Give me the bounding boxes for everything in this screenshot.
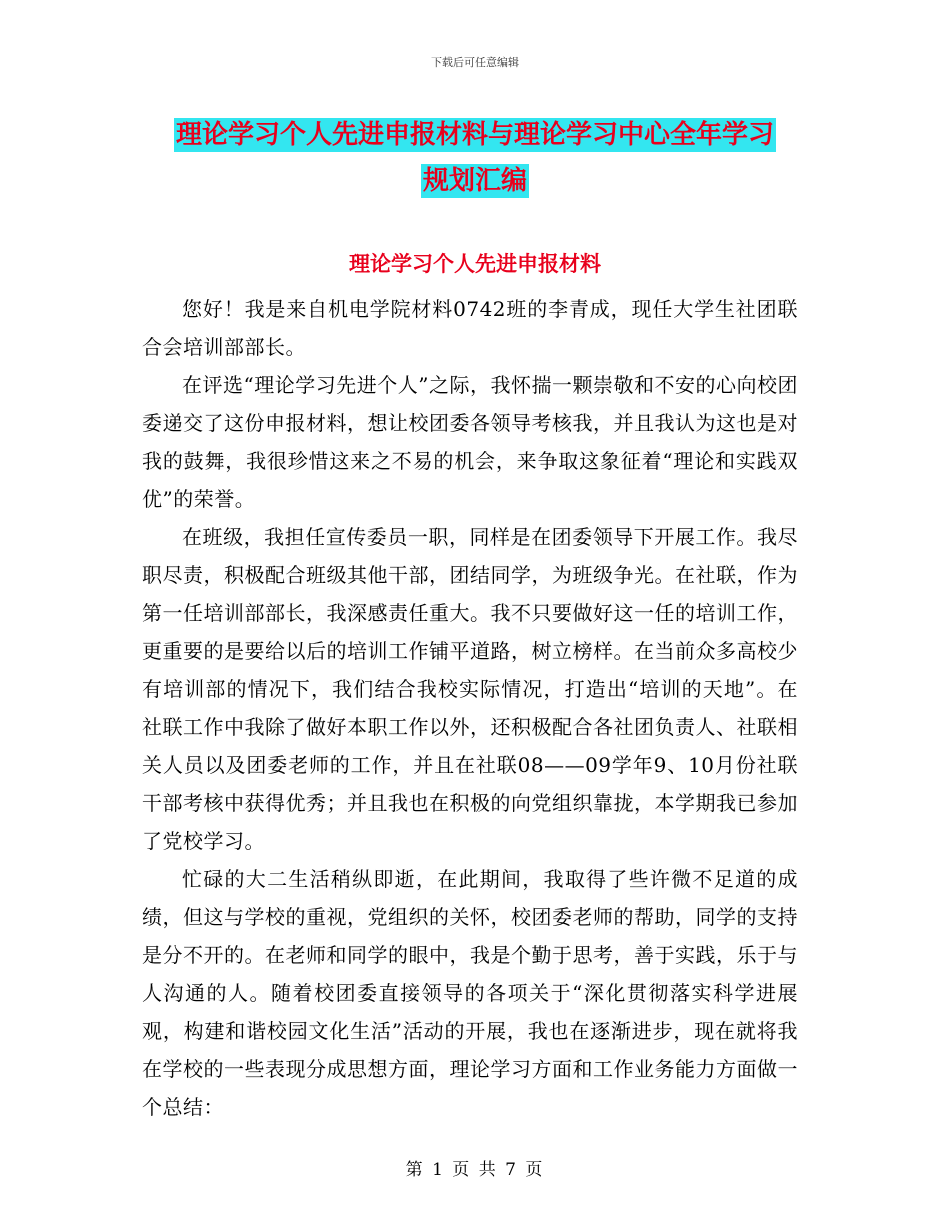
paragraph: 在班级，我担任宣传委员一职，同样是在团委领导下开展工作。我尽职尽责，积极配合班级其他干部，团结同学，为班级争光。在社联，作为第一任培训部部长，我深感责任重大。我不只要做好这一任的培训工作，更重要的是要给以后的培训工作铺平道路，树立榜样。在当前众多高校少有培训部的情况下，我们结合我校实际情况，打造出“培训的天地”。在社联工作中我除了做好本职工作以外，还积极配合各社团负责人、社联相关人员以及团委老师的工作，并且在社联08——09学年9、10月份社联干部考核中获得优秀；并且我也在积极的向党组织靠拢，本学期我已参加了党校学习。 [142, 525, 798, 853]
download-note: 下载后可任意编辑 [431, 56, 519, 69]
paragraph: 在评选“理论学习先进个人”之际，我怀揣一颗崇敬和不安的心向校团委递交了这份申报材料，想让校团委各领导考核我，并且我认为这也是对我的鼓舞，我很珍惜这来之不易的机会，来争取这象征着“理论和实践双优”的荣誉。 [142, 373, 798, 511]
document-title [150, 112, 800, 204]
page-number: 第 1 页 共 7 页 [405, 1160, 545, 1180]
paragraph: 您好！我是来自机电学院材料0742班的李青成，现任大学生社团联合会培训部部长。 [142, 297, 798, 359]
document-title-line-2: 规划汇编 [422, 166, 527, 196]
paragraph: 忙碌的大二生活稍纵即逝，在此期间，我取得了些许微不足道的成绩，但这与学校的重视，党组织的关怀，校团委老师的帮助，同学的支持是分不开的。在老师和同学的眼中，我是个勤于思考，善于实践，乐于与人沟通的人。随着校团委直接领导的各项关于“深化贯彻落实科学进展观，构建和谐校园文化生活”活动的开展，我也在逐渐进步，现在就将我在学校的一些表现分成思想方面，理论学习方面和工作业务能力方面做一个总结： [142, 867, 798, 1119]
section-title: 理论学习个人先进申报材料 [349, 252, 601, 276]
document-body [142, 290, 798, 1126]
document-title-line-1: 理论学习个人先进申报材料与理论学习中心全年学习 [175, 120, 774, 150]
